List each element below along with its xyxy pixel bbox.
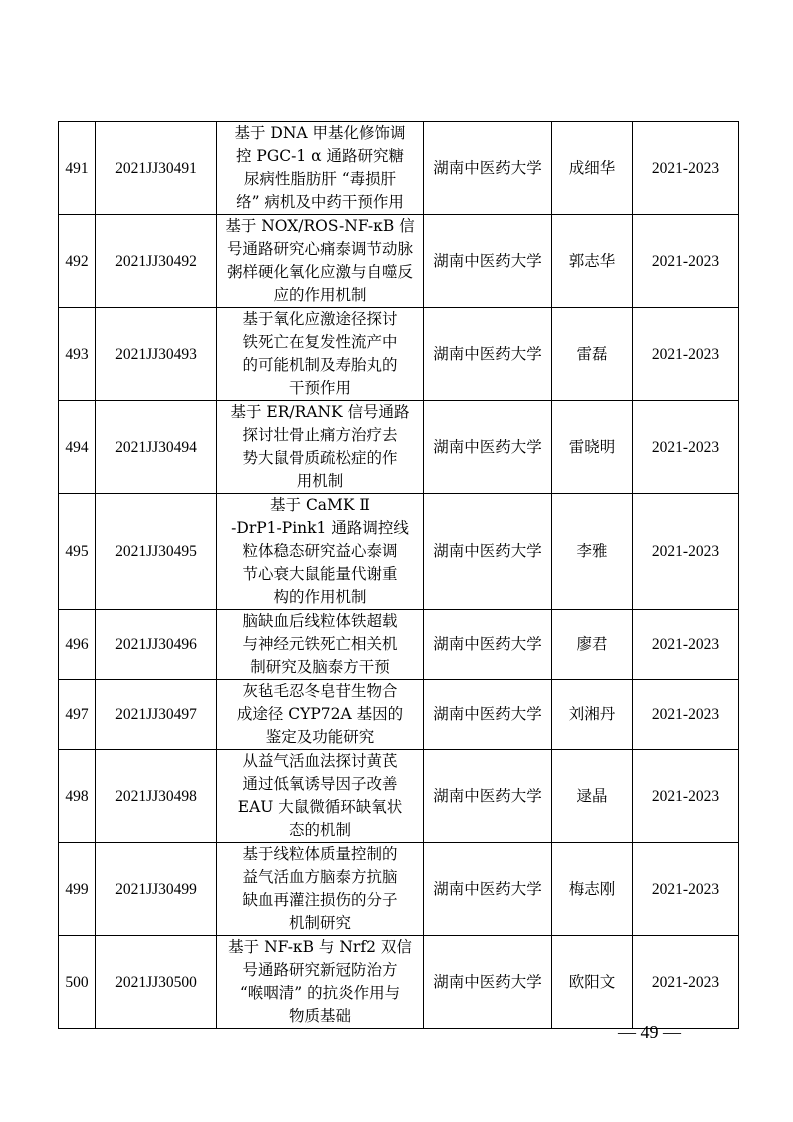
table-row [59,401,739,494]
title-line: 基于 ER/RANK 信号通路 [230,403,410,421]
table-row [59,610,739,680]
project-period: 2021-2023 [633,122,739,215]
title-line: 脑缺血后线粒体铁超载 [242,612,398,630]
title-line: 与神经元铁死亡相关机 [242,635,398,653]
title-line: 益气活血方脑泰方抗脑 [242,868,398,886]
title-line: 机制研究 [288,914,351,932]
principal-investigator: 梅志刚 [552,843,633,936]
project-title [217,308,424,401]
institution: 湖南中医药大学 [424,122,552,215]
table-row [59,494,739,610]
project-code: 2021JJ30499 [96,843,217,936]
title-line: 号通路研究新冠防治方 [242,961,398,979]
project-period: 2021-2023 [633,494,739,610]
row-number: 493 [59,308,96,401]
table-row [59,122,739,215]
project-title [217,750,424,843]
row-number: 494 [59,401,96,494]
project-code: 2021JJ30492 [96,215,217,308]
title-line: 基于 NOX/ROS-NF-κB 信 [225,217,415,235]
title-line: 号通路研究心痛泰调节动脉 [226,240,413,258]
project-period: 2021-2023 [633,750,739,843]
project-code: 2021JJ30493 [96,308,217,401]
institution: 湖南中医药大学 [424,308,552,401]
title-line: -DrP1-Pink1 通路调控线 [231,519,409,537]
title-line: 尿病性脂肪肝 “毒损肝 [243,170,397,188]
title-line: 通过低氧诱导因子改善 [242,775,398,793]
table-row [59,750,739,843]
row-number: 495 [59,494,96,610]
institution: 湖南中医药大学 [424,494,552,610]
table-row [59,308,739,401]
principal-investigator: 郭志华 [552,215,633,308]
project-title [217,843,424,936]
project-code: 2021JJ30496 [96,610,217,680]
project-code: 2021JJ30494 [96,401,217,494]
project-table [58,121,739,1029]
principal-investigator: 雷磊 [552,308,633,401]
project-title [217,610,424,680]
project-code: 2021JJ30495 [96,494,217,610]
title-line: 势大鼠骨质疏松症的作 [242,449,398,467]
institution: 湖南中医药大学 [424,936,552,1029]
project-code: 2021JJ30498 [96,750,217,843]
principal-investigator: 欧阳文 [552,936,633,1029]
page-number [0,1022,793,1043]
title-line: 基于线粒体质量控制的 [242,845,398,863]
title-line: 构的作用机制 [273,588,367,606]
project-period: 2021-2023 [633,401,739,494]
project-period: 2021-2023 [633,308,739,401]
table-row [59,936,739,1029]
title-line: 探讨壮骨止痛方治疗去 [242,426,398,444]
project-title [217,401,424,494]
title-line: EAU 大鼠微循环缺氧状 [237,798,403,816]
title-line: 制研究及脑泰方干预 [250,658,390,676]
title-line: 应的作用机制 [273,286,367,304]
principal-investigator: 刘湘丹 [552,680,633,750]
institution: 湖南中医药大学 [424,750,552,843]
title-line: 用机制 [296,472,344,490]
row-number: 497 [59,680,96,750]
title-line: 基于 DNA 甲基化修饰调 [234,124,406,142]
project-title [217,680,424,750]
institution: 湖南中医药大学 [424,401,552,494]
principal-investigator: 逯晶 [552,750,633,843]
title-line: 基于 CaMK Ⅱ [270,496,370,514]
table-row [59,843,739,936]
title-line: 基于 NF-κB 与 Nrf2 双信 [228,938,412,956]
table-row [59,215,739,308]
title-line: 基于氧化应激途径探讨 [242,310,398,328]
title-line: 节心衰大鼠能量代谢重 [242,565,398,583]
institution: 湖南中医药大学 [424,843,552,936]
page-number-text: — 49 — [618,1022,681,1042]
row-number: 500 [59,936,96,1029]
title-line: 鉴定及功能研究 [265,728,375,746]
title-line: “喉咽清” 的抗炎作用与 [239,984,401,1002]
project-period: 2021-2023 [633,680,739,750]
project-title [217,936,424,1029]
title-line: 干预作用 [288,379,351,397]
principal-investigator: 李雅 [552,494,633,610]
row-number: 498 [59,750,96,843]
project-code: 2021JJ30500 [96,936,217,1029]
project-period: 2021-2023 [633,843,739,936]
project-period: 2021-2023 [633,610,739,680]
row-number: 499 [59,843,96,936]
project-code: 2021JJ30497 [96,680,217,750]
principal-investigator: 成细华 [552,122,633,215]
title-line: 粥样硬化氧化应激与自噬反 [226,263,413,281]
institution: 湖南中医药大学 [424,610,552,680]
project-title [217,494,424,610]
title-line: 铁死亡在复发性流产中 [242,333,398,351]
title-line: 态的机制 [288,821,351,839]
project-code: 2021JJ30491 [96,122,217,215]
title-line: 从益气活血法探讨黄芪 [242,752,398,770]
title-line: 缺血再灌注损伤的分子 [242,891,398,909]
row-number: 492 [59,215,96,308]
table-row [59,680,739,750]
project-table-body [59,122,739,1029]
title-line: 络” 病机及中药干预作用 [236,193,404,211]
institution: 湖南中医药大学 [424,215,552,308]
project-title [217,215,424,308]
row-number: 496 [59,610,96,680]
project-title [217,122,424,215]
title-line: 粒体稳态研究益心泰调 [242,542,398,560]
institution: 湖南中医药大学 [424,680,552,750]
title-line: 的可能机制及寿胎丸的 [242,356,398,374]
title-line: 成途径 CYP72A 基因的 [236,705,404,723]
row-number: 491 [59,122,96,215]
principal-investigator: 雷晓明 [552,401,633,494]
project-period: 2021-2023 [633,936,739,1029]
title-line: 控 PGC-1 α 通路研究糖 [235,147,405,165]
principal-investigator: 廖君 [552,610,633,680]
title-line: 物质基础 [288,1007,351,1025]
project-period: 2021-2023 [633,215,739,308]
title-line: 灰毡毛忍冬皂苷生物合 [242,682,398,700]
